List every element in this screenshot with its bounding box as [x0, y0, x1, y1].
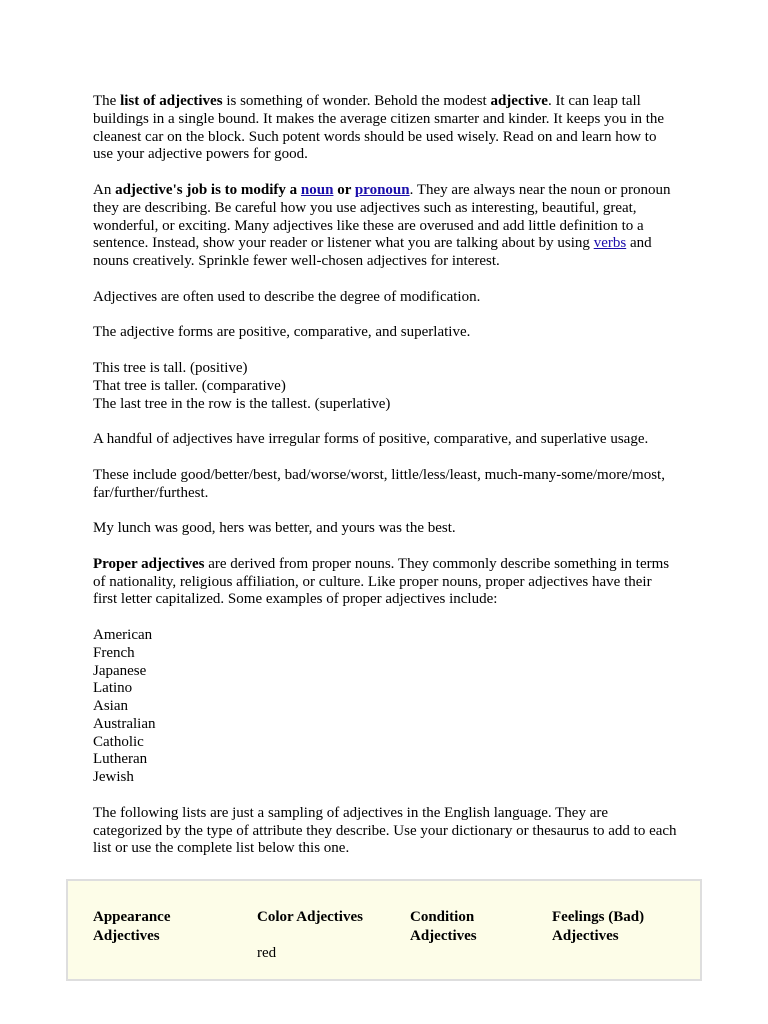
verbs-link[interactable]: verbs — [593, 235, 627, 252]
column-header: Adjectives — [93, 928, 160, 944]
appearance-column — [93, 908, 171, 946]
example-line: The last tree in the row is the tallest. (superlative) — [93, 395, 391, 412]
column-header: Color Adjectives — [257, 909, 363, 925]
sampling-paragraph: The following lists are just a sampling of adjectives in the English language. They are categorized by the type of attribute they describe. Use your dictionary or thesaurus to add to each list or use the complete list below this one. — [93, 804, 677, 857]
article-body — [93, 93, 678, 876]
list-item: Japanese — [93, 662, 147, 679]
degree-paragraph: Adjectives are often used to describe the degree of modification. — [93, 288, 481, 305]
definition-paragraph: An adjective's job is to modify a noun or pronoun. They are always near the noun or pronoun they are describing. Be careful how you use adjectives such as interesting, beautiful, great, wonderful, or exciting. Many adjectives like these are overused and add little definition to a sentence. Instead, show your reader or listener what you are talking about by using verbs and nouns creatively. Sprinkle fewer well-chosen adjectives for interest. — [93, 181, 671, 270]
list-item: Catholic — [93, 733, 144, 750]
column-header: Adjectives — [552, 928, 619, 944]
irregular-paragraph: A handful of adjectives have irregular forms of positive, comparative, and superlative usage. — [93, 431, 649, 448]
list-item: American — [93, 626, 153, 643]
feelings-bad-column — [552, 908, 644, 946]
noun-link[interactable]: noun — [300, 181, 334, 198]
list-item: Jewish — [93, 769, 134, 786]
lunch-example: My lunch was good, hers was better, and yours was the best. — [93, 520, 456, 537]
list-item: Lutheran — [93, 751, 148, 768]
condition-column — [410, 908, 477, 946]
example-line: That tree is taller. (comparative) — [93, 377, 286, 394]
adjective-categories-table — [66, 879, 702, 981]
list-item: Australian — [93, 715, 156, 732]
example-line: This tree is tall. (positive) — [93, 359, 248, 376]
list-item: Asian — [93, 698, 128, 715]
proper-adjectives-paragraph: Proper adjectives are derived from proper nouns. They commonly describe something in terms of nationality, religious affiliation, or culture. Like proper nouns, proper adjectives have their first letter capitalized. Some examples of proper adjectives include: — [93, 555, 670, 608]
intro-paragraph: The list of adjectives is something of wonder. Behold the modest adjective. It can leap tall buildings in a single bound. It makes the average citizen smarter and kinder. It keeps you in the cleanest car on the block. Such potent words should be used wisely. Read on and learn how to use your adjective powers for good. — [93, 93, 665, 163]
column-header: Feelings (Bad) — [552, 909, 645, 925]
table-cell: red — [257, 945, 277, 961]
proper-adjectives-list — [93, 627, 678, 787]
examples-block — [93, 360, 678, 413]
column-header: Adjectives — [410, 928, 477, 944]
forms-paragraph: The adjective forms are positive, comparative, and superlative. — [93, 324, 471, 341]
list-item: Latino — [93, 680, 133, 697]
color-column — [257, 908, 363, 963]
column-header: Appearance — [93, 909, 171, 925]
column-header: Condition — [410, 909, 475, 925]
list-item: French — [93, 644, 135, 661]
pronoun-link[interactable]: pronoun — [354, 181, 410, 198]
irregular-list-paragraph: These include good/better/best, bad/worse/worst, little/less/least, much-many-some/more/most, far/further/furthest. — [93, 466, 665, 501]
